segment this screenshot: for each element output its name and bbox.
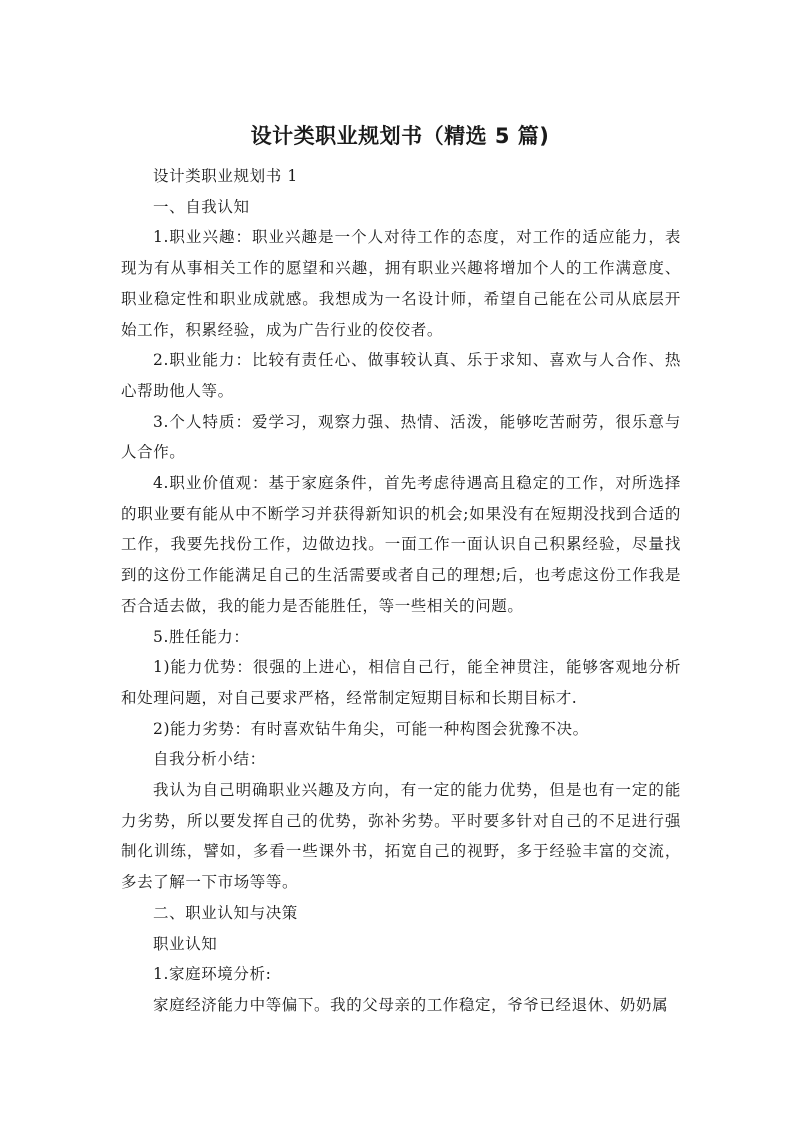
paragraph: 家庭经济能力中等偏下。我的父母亲的工作稳定，爷爷已经退休、奶奶属 xyxy=(153,995,669,1014)
section-heading: 一、自我认知 xyxy=(153,197,250,216)
paragraph: 2)能力劣势：有时喜欢钻牛角尖，可能一种构图会犹豫不决。 xyxy=(153,719,589,738)
paragraph: 4.职业价值观：基于家庭条件，首先考虑待遇高且稳定的工作，对所选择的职业要有能从中不断学习并获得新知识的机会;如果没有在短期没找到合适的工作，我要先找份工作，边做边找。一面工作一面认识自己积累经验，尽量找到的这份工作能满足自己的生活需要或者自己的理想;后，也考虑这份工作我是否合适去做，我的能力是否能胜任，等一些相关的问题。 xyxy=(121,474,681,615)
paragraph: 5.胜任能力： xyxy=(153,627,250,646)
paragraph: 3.个人特质：爱学习，观察力强、热情、活泼，能够吃苦耐劳，很乐意与人合作。 xyxy=(121,412,681,462)
paragraph: 设计类职业规划书 1 xyxy=(153,167,298,185)
paragraph: 职业认知 xyxy=(153,934,218,953)
paragraph: 1)能力优势：很强的上进心，相信自己行，能全神贯注，能够客观地分析和处理问题，对自己要求严格，经常制定短期目标和长期目标才. xyxy=(121,658,681,707)
paragraph: 1.家庭环境分析: xyxy=(153,965,272,984)
document-body xyxy=(121,161,681,1021)
section-heading: 二、职业认知与决策 xyxy=(153,903,298,922)
document-title: 设计类职业规划书（精选 5 篇) xyxy=(250,124,550,148)
paragraph: 1.职业兴趣：职业兴趣是一个人对待工作的态度，对工作的适应能力，表现为有从事相关工作的愿望和兴趣，拥有职业兴趣将增加个人的工作满意度、职业稳定性和职业成就感。我想成为一名设计师，希望自己能在公司从底层开始工作，积累经验，成为广告行业的佼佼者。 xyxy=(121,228,681,339)
paragraph: 自我分析小结： xyxy=(153,750,266,769)
paragraph: 我认为自己明确职业兴趣及方向，有一定的能力优势，但是也有一定的能力劣势，所以要发挥自己的优势，弥补劣势。平时要多针对自己的不足进行强制化训练，譬如，多看一些课外书，拓宽自己的视野，多于经验丰富的交流，多去了解一下市场等等。 xyxy=(121,781,681,892)
paragraph: 2.职业能力：比较有责任心、做事较认真、乐于求知、喜欢与人合作、热心帮助他人等。 xyxy=(121,351,681,400)
